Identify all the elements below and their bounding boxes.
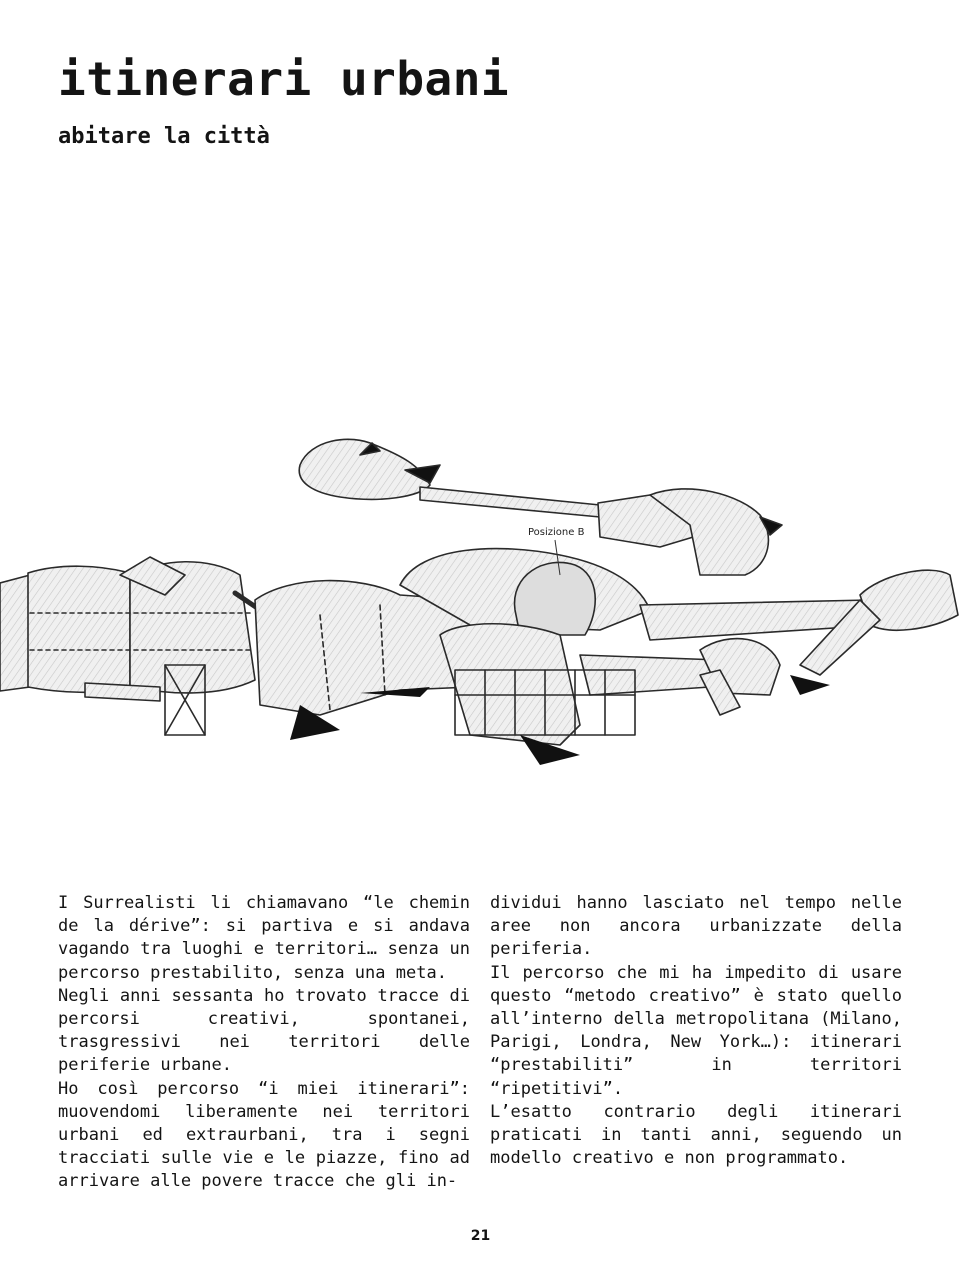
figure-annotation: Posizione B	[528, 527, 585, 538]
page-title: itinerari urbani	[58, 52, 510, 106]
page-number: 21	[470, 1228, 491, 1244]
paragraph: dividui hanno lasciato nel tempo nelle aree non ancora urbanizzate della periferia.	[490, 893, 902, 960]
paragraph: Il percorso che mi ha impedito di usare questo “metodo creativo” è stato quello all’interno della metropolitana (Milano, Parigi, Londra, New York…): itinerari “prestabiliti” in territori “ripetitivi”.	[490, 962, 902, 1099]
left-text-column	[58, 892, 470, 1194]
paragraph: Ho così percorso “i miei itinerari”: muovendomi liberamente nei territori urbani ed extraurbani, tra i segni tracciati sulle vie e le piazze, fino ad arrivare alle povere tracce che gli in-	[58, 1078, 470, 1192]
line-drawing-inflatable-structures-icon	[0, 425, 961, 770]
page-subtitle: abitare la città	[58, 124, 270, 149]
paragraph: L’esatto contrario degli itinerari praticati in tanti anni, seguendo un modello creativo e non programmato.	[490, 1101, 902, 1169]
illustration	[0, 425, 961, 770]
right-text-column	[490, 892, 902, 1170]
paragraph: I Surrealisti li chiamavano “le chemin de la dérive”: si partiva e si andava vagando tra luoghi e territori… senza un percorso prestabilito, senza una meta.	[58, 893, 470, 983]
paragraph: Negli anni sessanta ho trovato tracce di percorsi creativi, spontanei, trasgressivi nei territori delle periferie urbane.	[58, 985, 470, 1076]
